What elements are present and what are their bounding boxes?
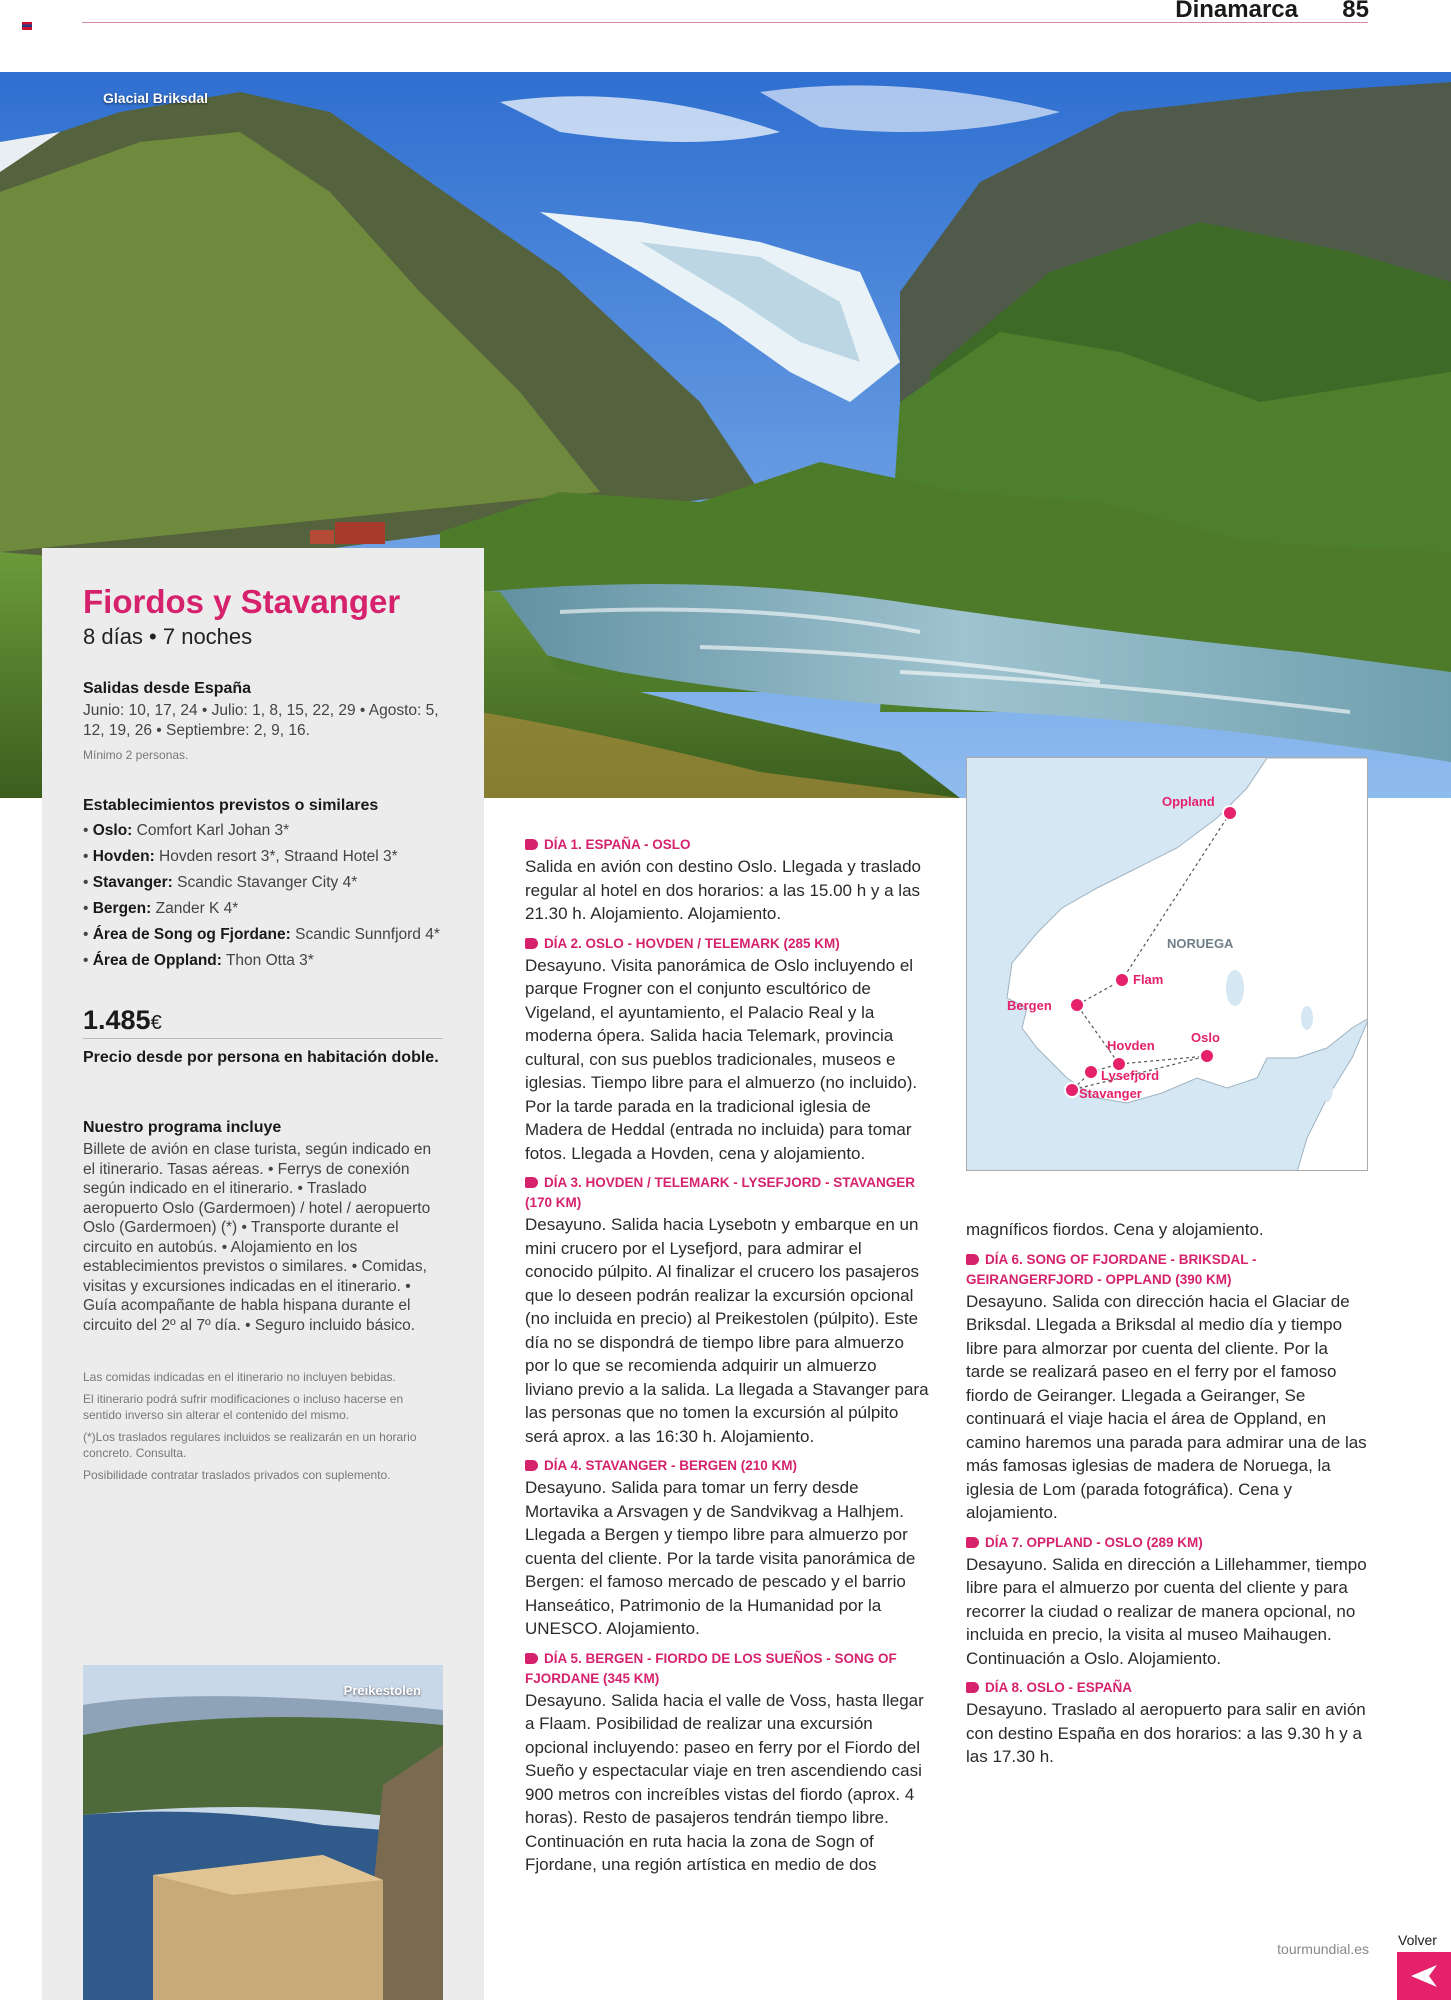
note: (*)Los traslados regulares incluidos se realizarán en un horario concreto. Consulta. [83, 1430, 417, 1461]
list-item: • Bergen: Zander K 4* [83, 900, 239, 918]
price-value: 1.485 [83, 1005, 151, 1036]
note: Las comidas indicadas en el itinerario no incluyen bebidas. [83, 1370, 396, 1385]
footer-website: tourmundial.es [1277, 1941, 1369, 1957]
bullet-icon [966, 1537, 979, 1548]
includes-heading: Nuestro programa incluye [83, 1119, 282, 1137]
header-country: Dinamarca [1175, 0, 1298, 23]
day-text: Desayuno. Salida hacia Lysebotn y embarque en un mini crucero por el Lysefjord, para admirar el conocido púlpito. Al finalizar el crucero los pasajeros que lo deseen podrán realizar la excursión opcional (no incluida en precio) al Preikestolen (púlpito). Este día no se dispondrá de tiempo libre para almuerzo por lo que se recomienda adquirir un almuerzo liviano previo a la salida. La llegada a Stavanger para las personas que no tomen la excursión al púlpito será aprox. a las 16:30 h. Alojamiento. [525, 1215, 929, 1446]
map-city-dot [1223, 806, 1237, 820]
map-label-oslo: Oslo [1191, 1030, 1220, 1045]
day-text: Desayuno. Traslado al aeropuerto para salir en avión con destino España en dos horarios: a las 9.30 h y a las 17.30 h. [966, 1700, 1366, 1766]
map-label-lysefjord: Lysefjord [1101, 1068, 1160, 1083]
preikestolen-photo [83, 1665, 443, 2000]
hotels-heading: Establecimientos previstos o similares [83, 797, 379, 815]
map-country-label: NORUEGA [1167, 936, 1234, 951]
price-box [83, 1005, 443, 1039]
itinerary-column-1 [525, 835, 929, 1885]
list-item: • Hovden: Hovden resort 3*, Straand Hotel 3* [83, 848, 398, 866]
route-map [966, 757, 1368, 1171]
map-label-hovden: Hovden [1107, 1038, 1155, 1053]
day-text: Desayuno. Salida en dirección a Lillehammer, tiempo libre para el almuerzo por cuenta del cliente y para recorrer la ciudad o realizar de manera opcional, no incluida en precio, la visita al museo Maihaugen. Continuación a Oslo. Alojamiento. [966, 1554, 1367, 1668]
page-number: 85 [1342, 0, 1369, 23]
arrow-left-icon [1409, 1963, 1439, 1989]
map-city-dot [1070, 998, 1084, 1012]
bullet-icon [525, 938, 538, 949]
map-label-bergen: Bergen [1007, 998, 1052, 1013]
back-button[interactable] [1397, 1952, 1451, 2000]
day-heading: DÍA 1. ESPAÑA - OSLO [525, 835, 929, 855]
map-label-flam: Flam [1133, 972, 1164, 987]
list-item: • Oslo: Comfort Karl Johan 3* [83, 822, 290, 840]
day-text-continued: magníficos fiordos. Cena y alojamiento. [966, 1220, 1264, 1239]
map-city-dot [1115, 973, 1129, 987]
map-label-oppland: Oppland [1162, 794, 1215, 809]
hero-caption: Glacial Briksdal [103, 90, 209, 106]
bullet-icon [966, 1682, 979, 1693]
day-heading: DÍA 8. OSLO - ESPAÑA [966, 1678, 1370, 1698]
bullet-icon [525, 839, 538, 850]
notes [83, 1369, 443, 1483]
note: El itinerario podrá sufrir modificaciones o incluso hacerse en sentido inverso sin alterar el contenido del mismo. [83, 1392, 404, 1423]
list-item: • Área de Oppland: Thon Otta 3* [83, 952, 314, 970]
day-text: Desayuno. Salida para tomar un ferry desde Mortavika a Arsvagen y de Sandvikvag a Halhjem. Llegada a Bergen y tiempo libre para almuerzo por cuenta del cliente. Por la tarde visita panorámica de Bergen: el famoso mercado de pescado y el barrio Hanseático, Patrimonio de la Humanidad por la UNESCO. Alojamiento. [525, 1478, 916, 1638]
itinerary-column-2 [966, 1218, 1370, 1777]
price-description: Precio desde por persona en habitación doble. [83, 1049, 439, 1067]
day-heading: DÍA 6. SONG OF FJORDANE - BRIKSDAL - GEIRANGERFJORD - OPPLAND (390 KM) [966, 1251, 1257, 1287]
day-heading: DÍA 3. HOVDEN / TELEMARK - LYSEFJORD - STAVANGER (170 KM) [525, 1175, 916, 1210]
list-item: • Área de Song og Fjordane: Scandic Sunnfjord 4* [83, 926, 440, 944]
list-item: • Stavanger: Scandic Stavanger City 4* [83, 874, 358, 892]
day-text: Desayuno. Salida con dirección hacia el Glaciar de Briksdal. Llegada a Briksdal al medio día y tiempo libre para almorzar por cuenta del cliente. Por la tarde se realizará paseo en el ferry por el famoso fiordo de Geiranger. Llegada a Geiranger, Se continuará el viaje hacia el área de Oppland, en camino haremos una parada para admirar una de las más famosas iglesias de madera de Noruega, la iglesia de Lom (parada fotográfica). Cena y alojamiento. [966, 1291, 1367, 1522]
hotel-list [83, 821, 443, 971]
map-city-dot [1065, 1083, 1079, 1097]
day-heading: DÍA 2. OSLO - HOVDEN / TELEMARK (285 KM) [525, 934, 929, 954]
tour-title: Fiordos y Stavanger [83, 583, 401, 620]
tour-duration: 8 días • 7 noches [83, 624, 253, 650]
preikestolen-caption: Preikestolen [343, 1683, 421, 1698]
bullet-icon [966, 1254, 979, 1265]
minimum-note: Mínimo 2 personas. [83, 748, 189, 763]
departures-heading: Salidas desde España [83, 680, 252, 698]
price-currency: € [150, 1012, 162, 1035]
day-text: Salida en avión con destino Oslo. Llegada y traslado regular al hotel en dos horarios: a las 15.00 h y a las 21.30 h. Alojamiento. Alojamiento. [525, 857, 921, 923]
language-flag-icon [22, 22, 32, 30]
map-label-stavanger: Stavanger [1079, 1086, 1142, 1101]
day-text: Desayuno. Salida hacia el valle de Voss, hasta llegar a Flaam. Posibilidad de realizar una excursión opcional incluyendo: paseo en ferry por el Fiordo del Sueño y espectacular viaje en tren ascendiendo casi 900 metros con increíbles vistas del fiordo (aprox. 4 horas). Resto de pasajeros tendrán tiempo libre. Continuación en ruta hacia la zona de Sogn of Fjordane, una región artística en medio de dos [525, 1690, 924, 1874]
note: Posibilidade contratar traslados privados con suplemento. [83, 1468, 391, 1483]
day-heading: DÍA 4. STAVANGER - BERGEN (210 KM) [525, 1456, 929, 1476]
bullet-icon [525, 1177, 538, 1188]
map-city-dot [1200, 1049, 1214, 1063]
day-heading: DÍA 7. OPPLAND - OSLO (289 KM) [966, 1533, 1370, 1553]
departures-dates: Junio: 10, 17, 24 • Julio: 1, 8, 15, 22, 29 • Agosto: 5, 12, 19, 26 • Septiembre: 2, 9, 16. [83, 702, 439, 740]
map-city-dot [1084, 1065, 1098, 1079]
bullet-icon [525, 1460, 538, 1471]
day-text: Desayuno. Visita panorámica de Oslo incluyendo el parque Frogner con el conjunto escultórico de Vigeland, el ayuntamiento, el Palacio Real y la moderna ópera. Salida hacia Telemark, provincia cultural, con sus pueblos tradicionales, museos e iglesias. Tiempo libre para el almuerzo (no incluido). Por la tarde parada en la tradicional iglesia de Madera de Heddal (entrada no incluida) para tomar fotos. Llegada a Hovden, cena y alojamiento. [525, 955, 918, 1163]
bullet-icon [525, 1653, 538, 1664]
includes-text: Billete de avión en clase turista, según indicado en el itinerario. Tasas aéreas. • Ferrys de conexión según indicado en el itinerario. • Traslado aeropuerto Oslo (Gardermoen) / hotel / aeropuerto Oslo (Gardermoen) (*) • Transporte durante el circuito en autobús. • Alojamiento en los establecimientos previstos o similares. • Comidas, visitas y excursiones indicadas en el itinerario. • Guía acompañante de habla hispana durante el circuito del 2º al 7º día. • Seguro incluido básico. [83, 1141, 432, 1334]
day-heading: DÍA 5. BERGEN - FIORDO DE LOS SUEÑOS - SONG OF FJORDANE (345 KM) [525, 1650, 897, 1686]
back-label: Volver [1398, 1932, 1437, 1948]
